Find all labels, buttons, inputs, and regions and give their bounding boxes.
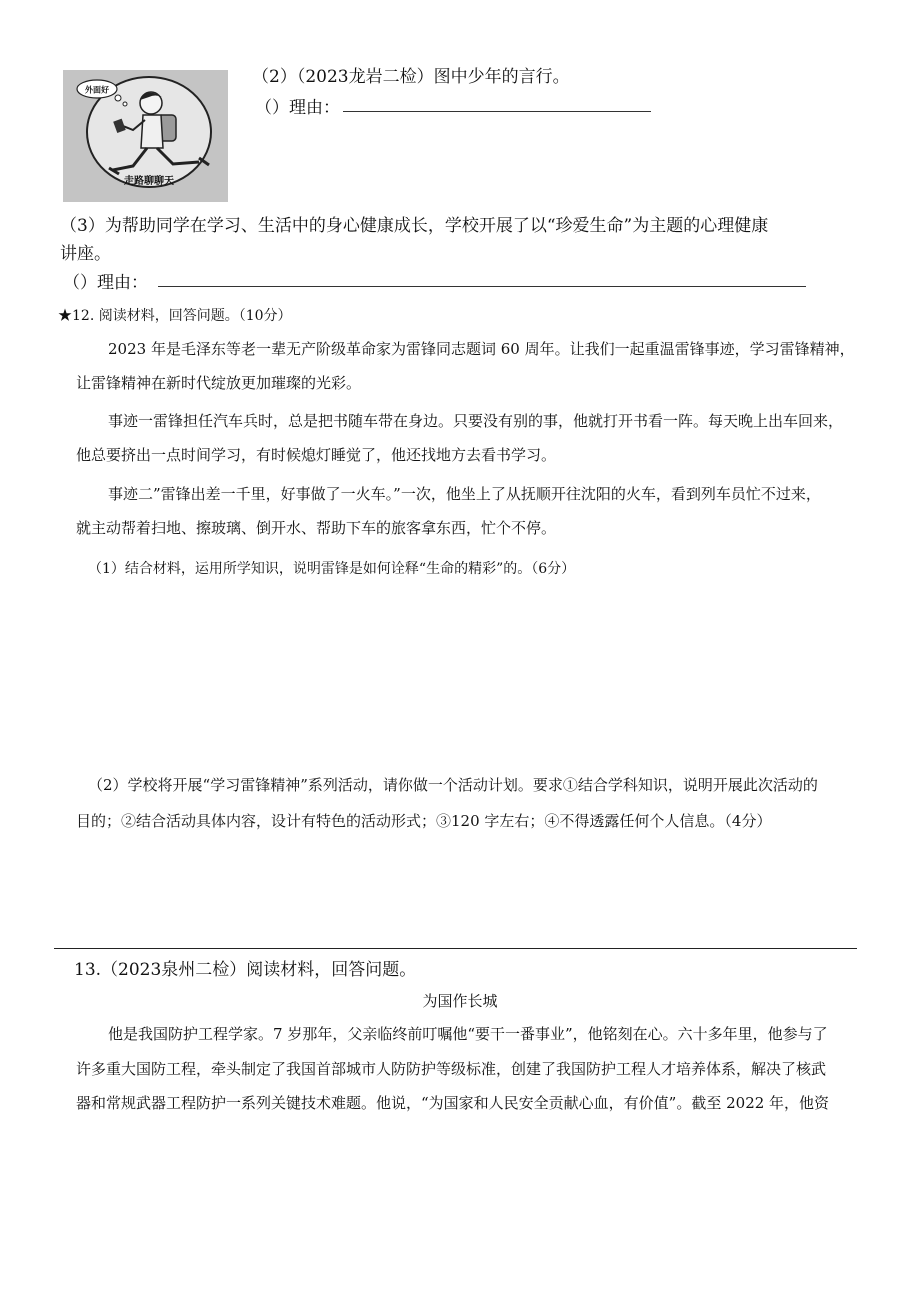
- q13-heading: 13.（2023泉州二检）阅读材料，回答问题。: [74, 960, 417, 980]
- q13-line-2: 许多重大国防工程，牵头制定了我国首部城市人防防护等级标准，创建了我国防护工程人才培养体系，解决了核武: [76, 1059, 827, 1078]
- q13-article-title: 为国作长城: [422, 992, 498, 1010]
- q12-sub2-line2: 目的；②结合活动具体内容，设计有特色的活动形式；③120 字左右；④不得透露任何个人信息。（4分）: [76, 812, 772, 830]
- q12-p1-line1: 2023 年是毛泽东等老一辈无产阶级革命家为雷锋同志题词 60 周年。让我们一起重温雷锋事迹，学习雷锋精神，: [108, 340, 855, 358]
- item2-answer-blank[interactable]: [343, 111, 651, 112]
- q13-line-1: 他是我国防护工程学家。7 岁那年，父亲临终前叮嘱他“要干一番事业”，他铭刻在心。六十多年里，他参与了: [108, 1025, 828, 1043]
- item3-text-line1: （3）为帮助同学在学习、生活中的身心健康成长，学校开展了以“珍爱生命”为主题的心理健康: [60, 216, 769, 236]
- section-divider: [54, 948, 857, 949]
- q12-paragraph-1: [76, 332, 855, 400]
- q12-p3-line1: 事迹二”雷锋出差一千里，好事做了一火车。”一次，他坐上了从抚顺开往沈阳的火车，看到列车员忙不过来，: [108, 485, 821, 503]
- q12-paragraph-3: [76, 477, 821, 545]
- q13-article-body: [76, 1017, 829, 1121]
- q12-p3-line2: 就主动帮着扫地、擦玻璃、倒开水、帮助下车的旅客拿东西，忙个不停。: [76, 519, 557, 537]
- bubble-text: 外面好: [85, 85, 109, 95]
- boy-walking-chatting-icon: [63, 70, 228, 202]
- item3-reason-label: （）理由：: [63, 273, 148, 293]
- q12-heading: ★12. 阅读材料，回答问题。（10分）: [58, 308, 292, 324]
- q12-p2-line2: 他总要挤出一点时间学习，有时候熄灯睡觉了，他还找地方去看书学习。: [76, 446, 557, 464]
- q12-sub2-answer-area[interactable]: [76, 840, 856, 940]
- illustration-walking-boy: [63, 70, 228, 202]
- q13-line-3: 器和常规武器工程防护一系列关键技术难题。他说，“为国家和人民安全贡献心血，有价值”。截至 2022 年，他资: [76, 1094, 830, 1112]
- q12-p1-line2: 让雷锋精神在新时代绽放更加璀璨的光彩。: [76, 374, 362, 392]
- item3-answer-blank[interactable]: [158, 286, 806, 287]
- q12-sub2-line1: （2）学校将开展“学习雷锋精神”系列活动，请你做一个活动计划。要求①结合学科知识，说明开展此次活动的: [88, 776, 818, 794]
- q12-p2-line1: 事迹一雷锋担任汽车兵时，总是把书随车带在身边。只要没有别的事，他就打开书看一阵。每天晚上出车回来，: [108, 412, 844, 430]
- q12-sub1-answer-area[interactable]: [88, 590, 848, 760]
- item2-reason-label: （）理由：: [255, 98, 340, 118]
- item3-text-line2: 讲座。: [60, 244, 111, 264]
- q12-sub1: （1）结合材料，运用所学知识，说明雷锋是如何诠释“生命的精彩”的。（6分）: [88, 561, 576, 577]
- item2-title: （2）（2023龙岩二检）图中少年的言行。: [252, 67, 570, 87]
- illustration-caption: 走路聊聊天: [124, 176, 174, 187]
- q12-paragraph-2: [76, 404, 843, 472]
